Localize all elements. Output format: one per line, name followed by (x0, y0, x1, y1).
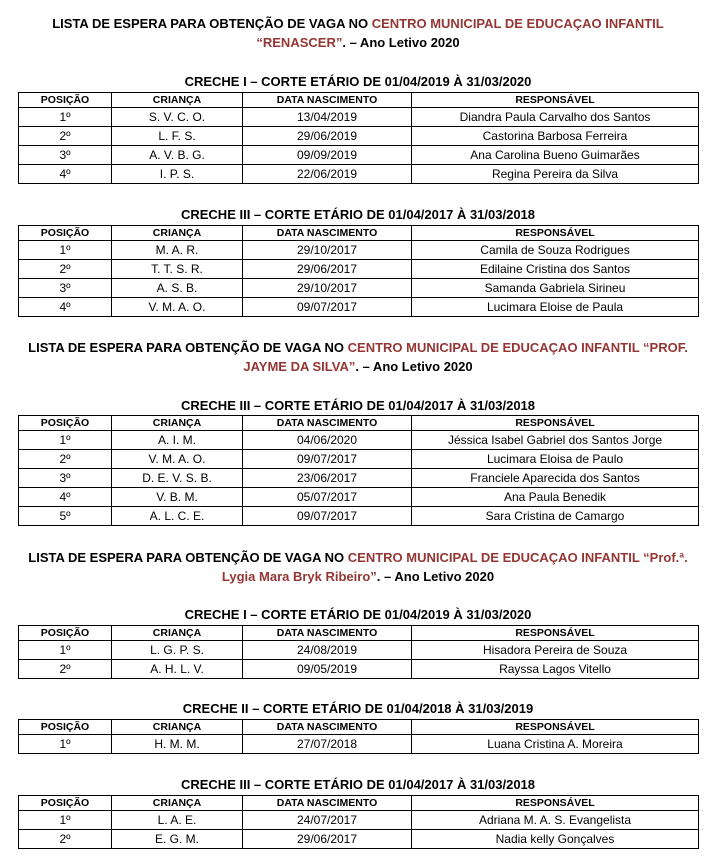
table-row (19, 641, 699, 660)
table-row (19, 279, 699, 298)
table-row (19, 146, 699, 165)
heading-text: LISTA DE ESPERA PARA OBTENÇÃO DE VAGA NO (52, 16, 372, 31)
table-header-row (19, 796, 699, 811)
col-posicao: POSIÇÃO (19, 93, 112, 108)
cell-nascimento: 05/07/2017 (243, 488, 412, 507)
col-nascimento: DATA NASCIMENTO (243, 720, 412, 735)
cell-nascimento: 09/09/2019 (243, 146, 412, 165)
col-responsavel: RESPONSÁVEL (412, 226, 699, 241)
cell-nascimento: 29/06/2017 (243, 260, 412, 279)
cell-nascimento: 22/06/2019 (243, 165, 412, 184)
cell-nascimento: 29/06/2017 (243, 830, 412, 849)
table-row (19, 241, 699, 260)
waitlist-table (18, 795, 699, 849)
table-row (19, 830, 699, 849)
cell-nascimento: 24/08/2019 (243, 641, 412, 660)
group-caption: CRECHE III – CORTE ETÁRIO DE 01/04/2017 À 31/03/2018 (180, 777, 536, 792)
cell-posicao: 3º (19, 279, 112, 298)
waitlist-table (18, 92, 699, 184)
col-posicao: POSIÇÃO (19, 226, 112, 241)
col-nascimento: DATA NASCIMENTO (243, 796, 412, 811)
cell-posicao: 1º (19, 241, 112, 260)
cell-posicao: 1º (19, 735, 112, 754)
group-caption: CRECHE III – CORTE ETÁRIO DE 01/04/2017 À 31/03/2018 (180, 207, 536, 222)
cell-responsavel: Lucimara Eloisa de Paulo (412, 450, 699, 469)
cell-nascimento: 09/07/2017 (243, 298, 412, 317)
col-posicao: POSIÇÃO (19, 626, 112, 641)
col-posicao: POSIÇÃO (19, 796, 112, 811)
cell-responsavel: Ana Paula Benedik (412, 488, 699, 507)
cell-crianca: A. L. C. E. (112, 507, 243, 526)
table-row (19, 260, 699, 279)
cell-crianca: A. S. B. (112, 279, 243, 298)
cell-posicao: 4º (19, 298, 112, 317)
cell-crianca: A. I. M. (112, 431, 243, 450)
group-caption: CRECHE I – CORTE ETÁRIO DE 01/04/2019 À 31/03/2020 (184, 607, 532, 622)
cell-crianca: V. B. M. (112, 488, 243, 507)
col-crianca: CRIANÇA (112, 93, 243, 108)
cell-crianca: A. V. B. G. (112, 146, 243, 165)
heading-text: . – Ano Letivo 2020 (342, 35, 460, 50)
table-header-row (19, 626, 699, 641)
cell-crianca: S. V. C. O. (112, 108, 243, 127)
institution-name: “RENASCER” (256, 35, 343, 50)
table-header-row (19, 226, 699, 241)
table-row (19, 507, 699, 526)
cell-nascimento: 29/06/2019 (243, 127, 412, 146)
group-caption: CRECHE I – CORTE ETÁRIO DE 01/04/2019 À 31/03/2020 (184, 74, 532, 89)
cell-posicao: 2º (19, 830, 112, 849)
institution-name: CENTRO MUNICIPAL DE EDUCAÇAO INFANTIL “Prof.ª. (347, 550, 688, 565)
cell-posicao: 1º (19, 641, 112, 660)
cell-responsavel: Lucimara Eloise de Paula (412, 298, 699, 317)
col-crianca: CRIANÇA (112, 626, 243, 641)
col-responsavel: RESPONSÁVEL (412, 93, 699, 108)
cell-responsavel: Diandra Paula Carvalho dos Santos (412, 108, 699, 127)
institution-name: JAYME DA SILVA” (243, 359, 356, 374)
cell-responsavel: Ana Carolina Bueno Guimarães (412, 146, 699, 165)
col-responsavel: RESPONSÁVEL (412, 416, 699, 431)
cell-crianca: I. P. S. (112, 165, 243, 184)
cell-posicao: 2º (19, 260, 112, 279)
group-caption: CRECHE II – CORTE ETÁRIO DE 01/04/2018 À 31/03/2019 (182, 701, 534, 716)
cell-posicao: 4º (19, 165, 112, 184)
cell-responsavel: Castorina Barbosa Ferreira (412, 127, 699, 146)
cell-posicao: 1º (19, 431, 112, 450)
table-header-row (19, 93, 699, 108)
col-posicao: POSIÇÃO (19, 416, 112, 431)
cell-crianca: D. E. V. S. B. (112, 469, 243, 488)
cell-nascimento: 27/07/2018 (243, 735, 412, 754)
cell-nascimento: 09/07/2017 (243, 450, 412, 469)
cell-nascimento: 09/05/2019 (243, 660, 412, 679)
col-responsavel: RESPONSÁVEL (412, 796, 699, 811)
section2-heading (0, 338, 716, 376)
table-row (19, 488, 699, 507)
col-crianca: CRIANÇA (112, 720, 243, 735)
table-row (19, 298, 699, 317)
heading-text: . – Ano Letivo 2020 (355, 359, 473, 374)
table-row (19, 469, 699, 488)
col-crianca: CRIANÇA (112, 226, 243, 241)
heading-text: LISTA DE ESPERA PARA OBTENÇÃO DE VAGA NO (28, 550, 348, 565)
cell-crianca: H. M. M. (112, 735, 243, 754)
table-header-row (19, 416, 699, 431)
col-nascimento: DATA NASCIMENTO (243, 416, 412, 431)
cell-nascimento: 09/07/2017 (243, 507, 412, 526)
cell-posicao: 2º (19, 660, 112, 679)
heading-text: . – Ano Letivo 2020 (376, 569, 495, 584)
cell-responsavel: Sara Cristina de Camargo (412, 507, 699, 526)
cell-nascimento: 29/10/2017 (243, 241, 412, 260)
cell-responsavel: Rayssa Lagos Vitello (412, 660, 699, 679)
cell-responsavel: Luana Cristina A. Moreira (412, 735, 699, 754)
cell-responsavel: Nadia kelly Gonçalves (412, 830, 699, 849)
table-header-row (19, 720, 699, 735)
table-row (19, 127, 699, 146)
table-row (19, 450, 699, 469)
waitlist-table (18, 225, 699, 317)
waitlist-table (18, 415, 699, 526)
cell-crianca: M. A. R. (112, 241, 243, 260)
section1-heading (0, 14, 716, 52)
cell-posicao: 2º (19, 450, 112, 469)
table-row (19, 735, 699, 754)
cell-nascimento: 13/04/2019 (243, 108, 412, 127)
table-row (19, 108, 699, 127)
group-caption: CRECHE III – CORTE ETÁRIO DE 01/04/2017 À 31/03/2018 (180, 398, 536, 413)
institution-name: Lygia Mara Bryk Ribeiro” (221, 569, 377, 584)
waitlist-table (18, 625, 699, 679)
col-responsavel: RESPONSÁVEL (412, 720, 699, 735)
cell-posicao: 1º (19, 811, 112, 830)
cell-posicao: 4º (19, 488, 112, 507)
cell-posicao: 5º (19, 507, 112, 526)
cell-crianca: V. M. A. O. (112, 298, 243, 317)
col-crianca: CRIANÇA (112, 796, 243, 811)
cell-crianca: A. H. L. V. (112, 660, 243, 679)
cell-posicao: 3º (19, 469, 112, 488)
cell-responsavel: Camila de Souza Rodrigues (412, 241, 699, 260)
cell-responsavel: Adriana M. A. S. Evangelista (412, 811, 699, 830)
col-crianca: CRIANÇA (112, 416, 243, 431)
cell-responsavel: Regina Pereira da Silva (412, 165, 699, 184)
col-nascimento: DATA NASCIMENTO (243, 93, 412, 108)
cell-nascimento: 23/06/2017 (243, 469, 412, 488)
cell-responsavel: Hisadora Pereira de Souza (412, 641, 699, 660)
table-row (19, 660, 699, 679)
cell-posicao: 2º (19, 127, 112, 146)
cell-nascimento: 24/07/2017 (243, 811, 412, 830)
table-row (19, 431, 699, 450)
cell-responsavel: Samanda Gabriela Sirineu (412, 279, 699, 298)
col-nascimento: DATA NASCIMENTO (243, 226, 412, 241)
table-row (19, 165, 699, 184)
cell-crianca: E. G. M. (112, 830, 243, 849)
cell-responsavel: Franciele Aparecida dos Santos (412, 469, 699, 488)
institution-name: CENTRO MUNICIPAL DE EDUCAÇAO INFANTIL (371, 16, 664, 31)
cell-posicao: 3º (19, 146, 112, 165)
cell-crianca: T. T. S. R. (112, 260, 243, 279)
cell-nascimento: 29/10/2017 (243, 279, 412, 298)
waitlist-table (18, 719, 699, 754)
col-responsavel: RESPONSÁVEL (412, 626, 699, 641)
cell-crianca: L. A. E. (112, 811, 243, 830)
cell-responsavel: Jéssica Isabel Gabriel dos Santos Jorge (412, 431, 699, 450)
cell-crianca: L. F. S. (112, 127, 243, 146)
cell-crianca: V. M. A. O. (112, 450, 243, 469)
cell-posicao: 1º (19, 108, 112, 127)
institution-name: CENTRO MUNICIPAL DE EDUCAÇAO INFANTIL “PROF. (347, 340, 688, 355)
col-posicao: POSIÇÃO (19, 720, 112, 735)
col-nascimento: DATA NASCIMENTO (243, 626, 412, 641)
cell-crianca: L. G. P. S. (112, 641, 243, 660)
table-row (19, 811, 699, 830)
heading-text: LISTA DE ESPERA PARA OBTENÇÃO DE VAGA NO (28, 340, 348, 355)
cell-nascimento: 04/06/2020 (243, 431, 412, 450)
cell-responsavel: Edilaine Cristina dos Santos (412, 260, 699, 279)
section3-heading (0, 548, 716, 586)
